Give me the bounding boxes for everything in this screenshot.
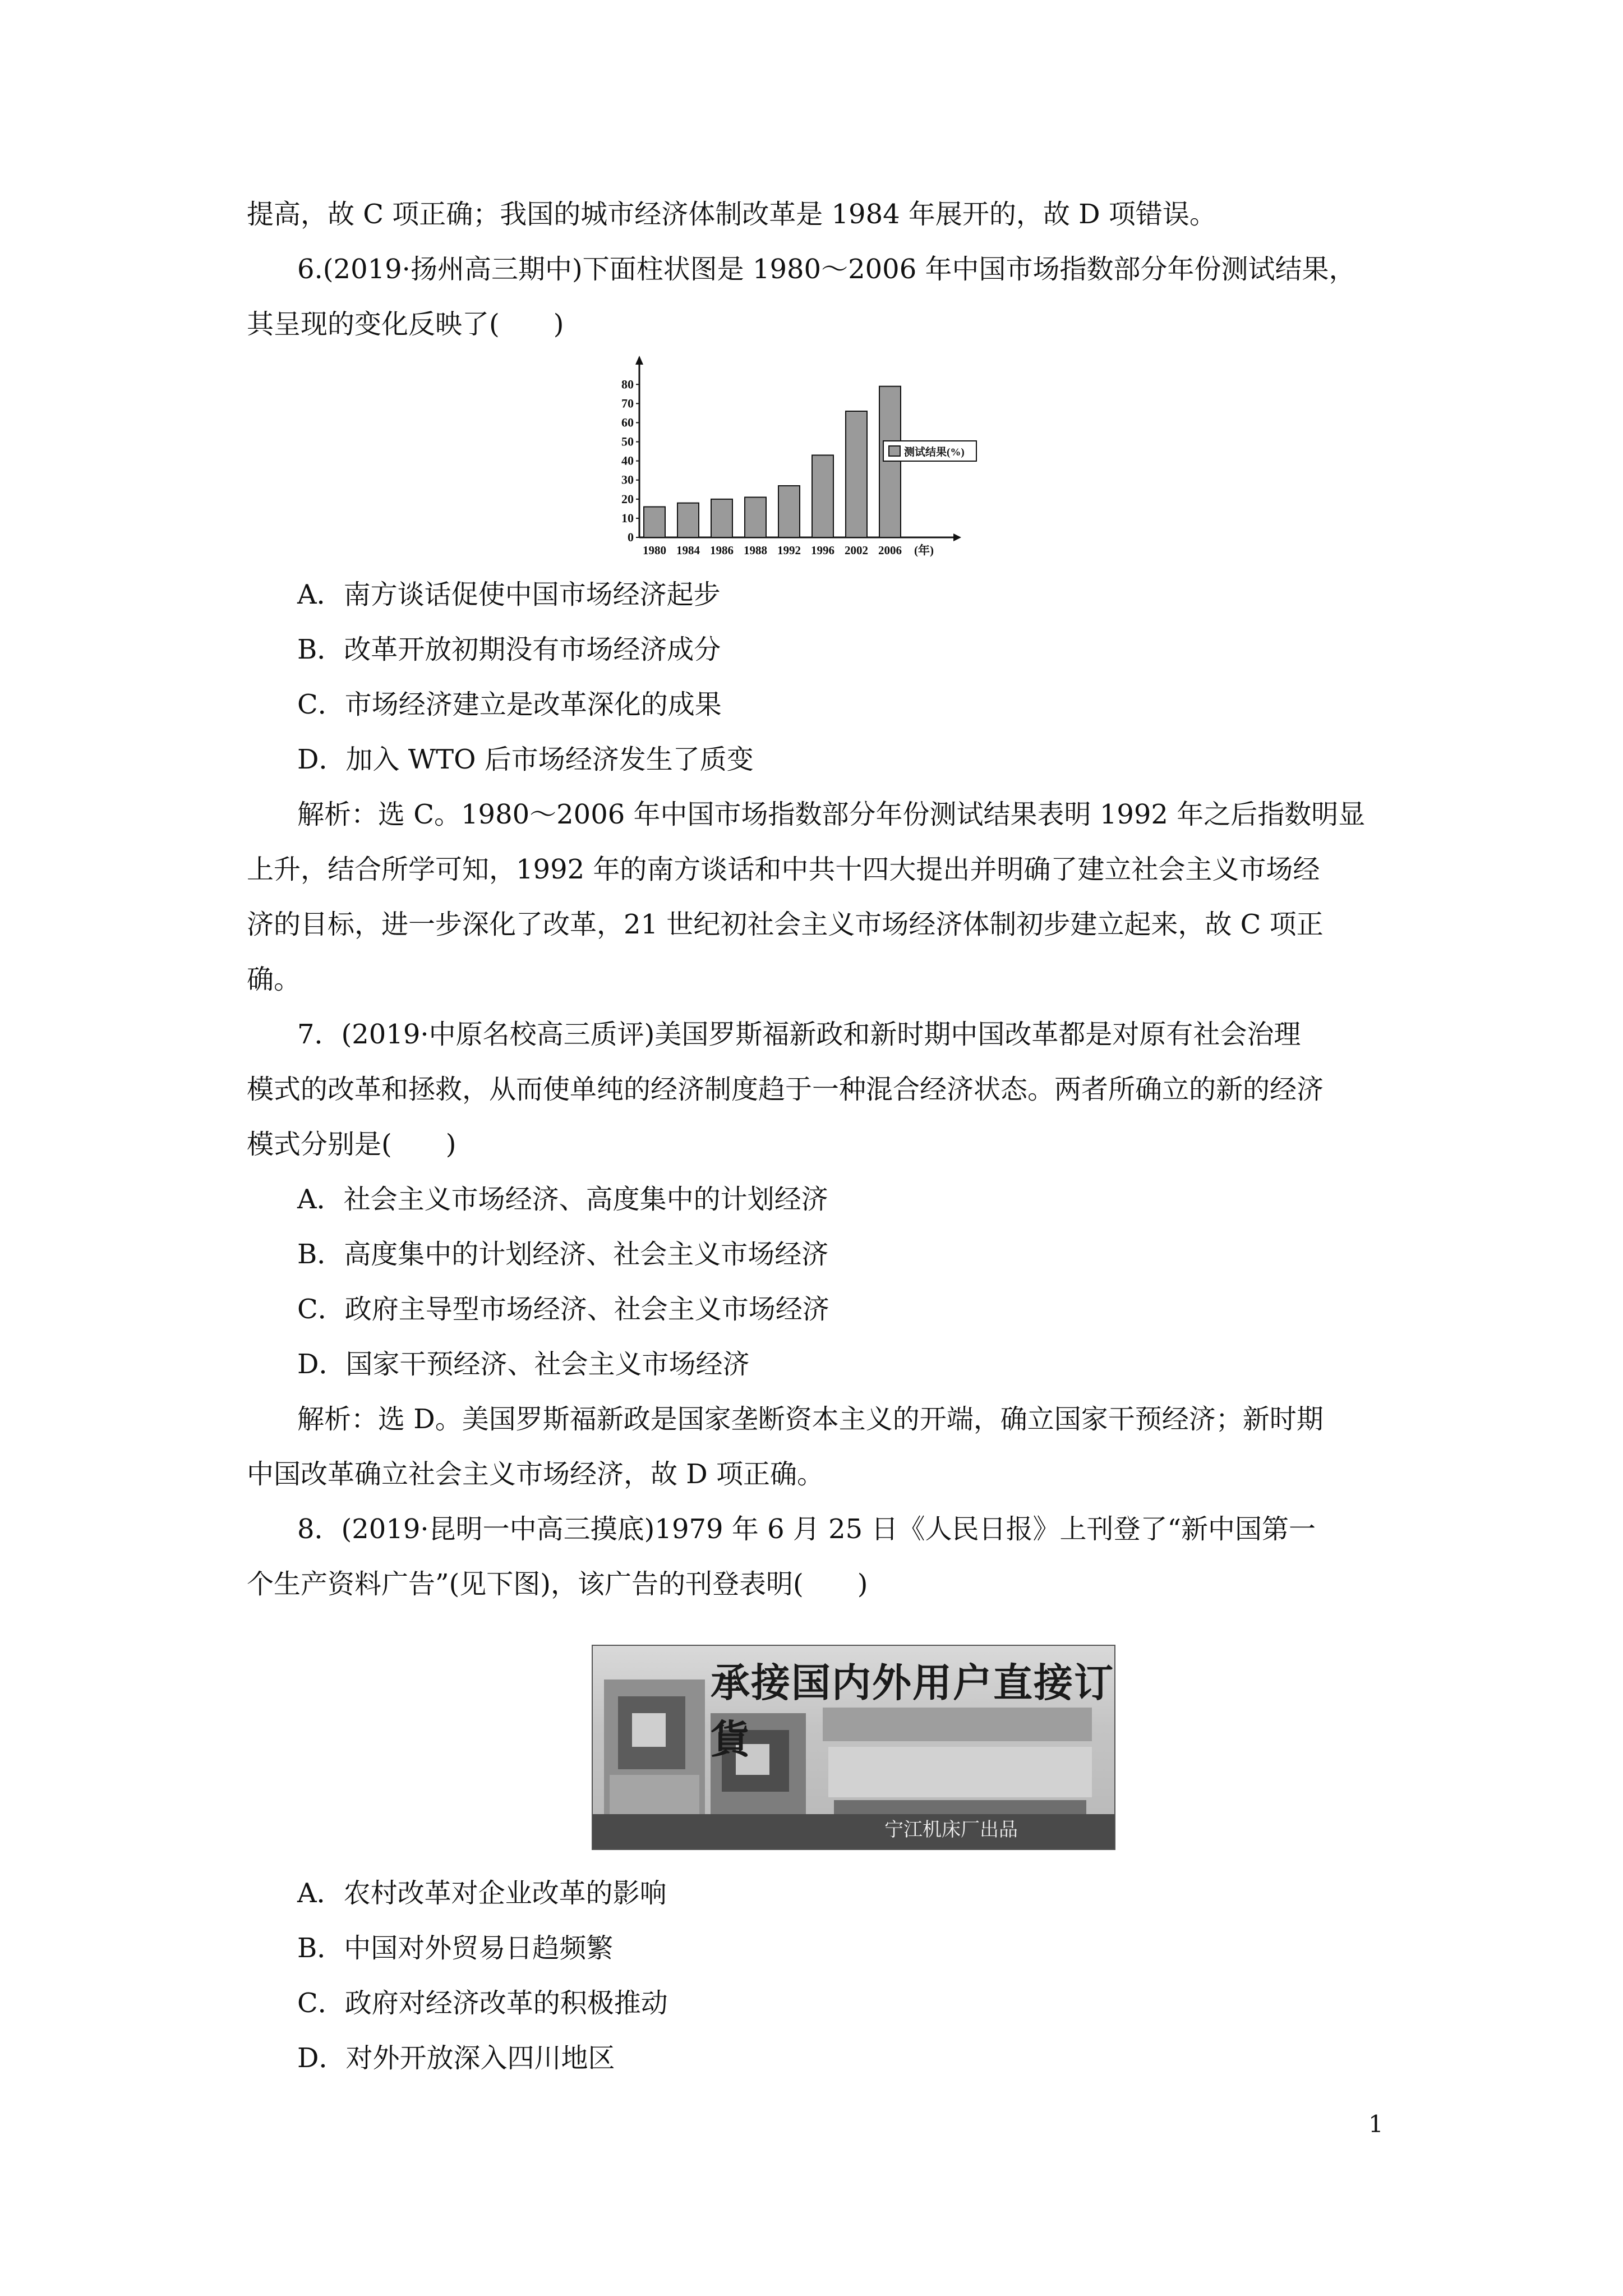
question-6-stem-cont: 其呈现的变化反映了( ) xyxy=(247,309,564,340)
option-6a: A．南方谈话促使中国市场经济起步 xyxy=(297,579,721,610)
x-tick-label: 1980 xyxy=(643,544,666,557)
question-6-stem: 6.(2019·扬州高三期中)下面柱状图是 1980～2006 年中国市场指数部分年份测试结果， xyxy=(297,254,1356,285)
x-tick-label: 1992 xyxy=(777,544,801,557)
question-8-stem-cont: 个生产资料广告”(见下图)，该广告的刊登表明( ) xyxy=(247,1568,868,1600)
bar xyxy=(778,486,800,537)
option-7b: B．高度集中的计划经济、社会主义市场经济 xyxy=(297,1239,829,1270)
analysis-6: 解析：选 C。1980～2006 年中国市场指数部分年份测试结果表明 1992 年之后指数明显 xyxy=(297,799,1366,830)
page-number: 1 xyxy=(1368,2110,1384,2138)
x-axis-arrow xyxy=(953,533,961,541)
analysis-6-cont: 确。 xyxy=(247,964,301,995)
chart-bars xyxy=(643,386,934,557)
chart-legend xyxy=(883,441,976,461)
y-tick-label: 10 xyxy=(621,510,634,525)
ad-headline: 承接国内外用户直接订貨 xyxy=(711,1660,1114,1763)
legend-label: 测试结果(%) xyxy=(904,447,965,458)
x-tick-label: 1988 xyxy=(744,544,767,557)
option-7a: A．社会主义市场经济、高度集中的计划经济 xyxy=(297,1184,828,1215)
y-tick-label: 40 xyxy=(621,453,634,468)
legend-swatch xyxy=(889,446,900,456)
option-6c: C．市场经济建立是改革深化的成果 xyxy=(297,689,722,720)
y-tick-label: 60 xyxy=(621,415,634,430)
question-7-stem: 7．(2019·中原名校高三质评)美国罗斯福新政和新时期中国改革都是对原有社会治理 xyxy=(297,1019,1301,1050)
bar xyxy=(879,386,901,537)
option-8d: D．对外开放深入四川地区 xyxy=(297,2042,615,2074)
analysis-6-cont: 上升，结合所学可知，1992 年的南方谈话和中共十四大提出并明确了建立社会主义市场经 xyxy=(247,854,1320,885)
question-7-stem-cont: 模式分别是( ) xyxy=(247,1129,457,1160)
option-7d: D．国家干预经济、社会主义市场经济 xyxy=(297,1349,750,1380)
option-6b: B．改革开放初期没有市场经济成分 xyxy=(297,634,721,665)
x-tick-label: 1996 xyxy=(811,544,834,557)
text-line: 提高，故 C 项正确；我国的城市经济体制改革是 1984 年展开的，故 D 项错误。 xyxy=(247,199,1216,230)
x-axis-unit: (年) xyxy=(914,544,934,557)
bar xyxy=(711,499,732,537)
bar xyxy=(644,507,665,537)
option-6d: D．加入 WTO 后市场经济发生了质变 xyxy=(297,744,754,775)
bar xyxy=(677,503,699,537)
bar xyxy=(846,411,867,537)
bar xyxy=(745,497,766,537)
y-tick-label: 0 xyxy=(628,530,634,544)
y-axis-arrow xyxy=(635,356,643,365)
y-tick-label: 50 xyxy=(621,434,634,449)
y-tick-label: 80 xyxy=(621,377,634,392)
option-8c: C．政府对经济改革的积极推动 xyxy=(297,1987,668,2019)
y-tick-label: 20 xyxy=(621,491,634,506)
x-tick-label: 1986 xyxy=(710,544,734,557)
y-tick-label: 70 xyxy=(621,396,634,411)
question-8-stem: 8．(2019·昆明一中高三摸底)1979 年 6 月 25 日《人民日报》上刊登了“新中国第一 xyxy=(297,1513,1316,1545)
question-7-stem-cont: 模式的改革和拯救，从而使单纯的经济制度趋于一种混合经济状态。两者所确立的新的经济 xyxy=(247,1074,1324,1105)
bar xyxy=(812,455,833,537)
analysis-7-cont: 中国改革确立社会主义市场经济，故 D 项正确。 xyxy=(247,1458,824,1490)
x-tick-label: 1984 xyxy=(676,544,700,557)
x-tick-label: 2006 xyxy=(878,544,902,557)
market-index-bar-chart xyxy=(578,352,981,560)
x-tick-label: 2002 xyxy=(845,544,868,557)
option-7c: C．政府主导型市场经济、社会主义市场经济 xyxy=(297,1294,829,1325)
analysis-7: 解析：选 D。美国罗斯福新政是国家垄断资本主义的开端，确立国家干预经济；新时期 xyxy=(297,1404,1324,1435)
y-tick-label: 30 xyxy=(621,472,634,487)
option-8b: B．中国对外贸易日趋频繁 xyxy=(297,1932,614,1964)
newspaper-ad-image xyxy=(592,1645,1115,1850)
option-8a: A．农村改革对企业改革的影响 xyxy=(297,1878,667,1909)
ad-footer: 宁江机床厂出品 xyxy=(884,1819,1018,1841)
analysis-6-cont: 济的目标，进一步深化了改革，21 世纪初社会主义市场经济体制初步建立起来，故 C 项正 xyxy=(247,909,1324,940)
